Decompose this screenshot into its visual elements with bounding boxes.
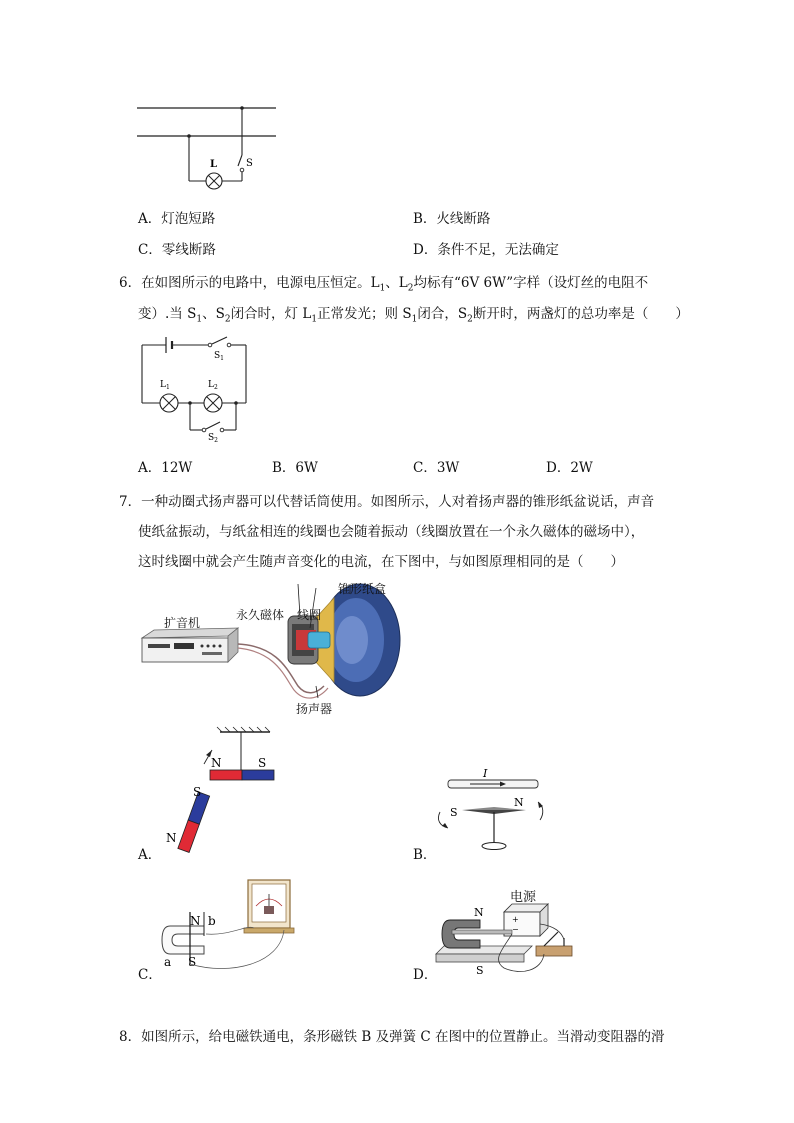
q7-option-a-label: A． xyxy=(138,847,162,863)
q7-option-b-label: B． xyxy=(413,847,437,863)
q7-question-line2: 使纸盆振动，与纸盆相连的线圈也会随着振动（线圈放置在一个永久磁体的磁场中）， xyxy=(138,524,645,540)
q5-option-d: D．条件不足，无法确定 xyxy=(413,242,559,258)
q7a-s-top: S xyxy=(258,756,267,770)
q7-label-coil: 线圈 xyxy=(297,608,322,622)
q5-switch-label: S xyxy=(246,158,253,169)
q7c-a-label: a xyxy=(164,955,172,969)
q5-option-a: A．灯泡短路 xyxy=(138,211,216,227)
q7c-n-label: N xyxy=(190,914,201,928)
q5-option-b: B．火线断路 xyxy=(413,211,491,227)
q6-question-line2: 变）.当 $S_1$、$S_2$闭合时，灯 $L_1$正常发光；则 $S_1$闭合，$S_2$断开时，两盏灯的总功率是（ ） xyxy=(138,306,689,325)
q7a-n-top: N xyxy=(211,756,222,770)
q7-question-line1: 7．一种动圈式扬声器可以代替话筒使用。如图所示，人对着扬声器的锥形纸盆说话，声音 xyxy=(119,494,655,510)
q7b-current-label: I xyxy=(483,767,488,780)
q7-option-a-figure xyxy=(160,726,300,856)
q7d-s-label: S xyxy=(476,964,484,977)
q6-circuit-diagram xyxy=(132,332,257,444)
q7-question-line3: 这时线圈中就会产生随声音变化的电流，在下图中，与如图原理相同的是（ ） xyxy=(138,554,624,570)
q7c-b-label: b xyxy=(208,914,216,928)
q7-label-speaker: 扬声器 xyxy=(296,702,333,716)
q6-l2-label: $L_2$ xyxy=(208,380,218,391)
q7b-n-label: N xyxy=(514,796,524,809)
q7a-n-bottom: N xyxy=(166,831,177,845)
q7-option-d-label: D． xyxy=(413,967,438,983)
q5-circuit-diagram xyxy=(130,100,290,195)
q7-option-c-figure xyxy=(160,872,310,972)
q7d-n-label: N xyxy=(474,906,484,919)
svg-text:−: − xyxy=(512,925,519,934)
q8-question-line1: 8．如图所示，给电磁铁通电，条形磁铁 B 及弹簧 C 在图中的位置静止。当滑动变阻器的滑 xyxy=(119,1029,665,1045)
q7-speaker-figure xyxy=(138,576,408,721)
q5-option-c: C．零线断路 xyxy=(138,242,216,258)
q6-option-b: B．6W xyxy=(272,460,318,476)
q6-question-line1: 6．在如图所示的电路中，电源电压恒定。$L_1$、$L_2$均标有“6V 6W”字样（设灯丝的电阻不 xyxy=(119,275,649,294)
q7-option-c-label: C． xyxy=(138,967,162,983)
q7-option-b-figure xyxy=(430,760,560,856)
q6-s2-label: $S_2$ xyxy=(208,433,218,444)
q6-option-d: D．2W xyxy=(546,460,593,476)
q6-option-a: A．12W xyxy=(138,460,193,476)
q5-lamp-label: L xyxy=(210,159,218,170)
svg-text:+: + xyxy=(512,915,519,924)
q6-s1-label: $S_1$ xyxy=(214,351,224,362)
q6-option-c: C．3W xyxy=(413,460,460,476)
q7a-s-bottom: S xyxy=(193,785,202,799)
q7-label-cone: 锥形纸盒 xyxy=(338,582,387,596)
q7d-power-label: 电源 xyxy=(510,890,537,905)
q7-option-d-figure xyxy=(432,884,582,980)
q7c-s-label: S xyxy=(188,955,197,969)
q6-l1-label: $L_1$ xyxy=(160,380,170,391)
q7-label-amplifier: 扩音机 xyxy=(164,616,201,630)
q7-label-magnet: 永久磁体 xyxy=(236,608,285,622)
q7b-s-label: S xyxy=(450,806,458,819)
